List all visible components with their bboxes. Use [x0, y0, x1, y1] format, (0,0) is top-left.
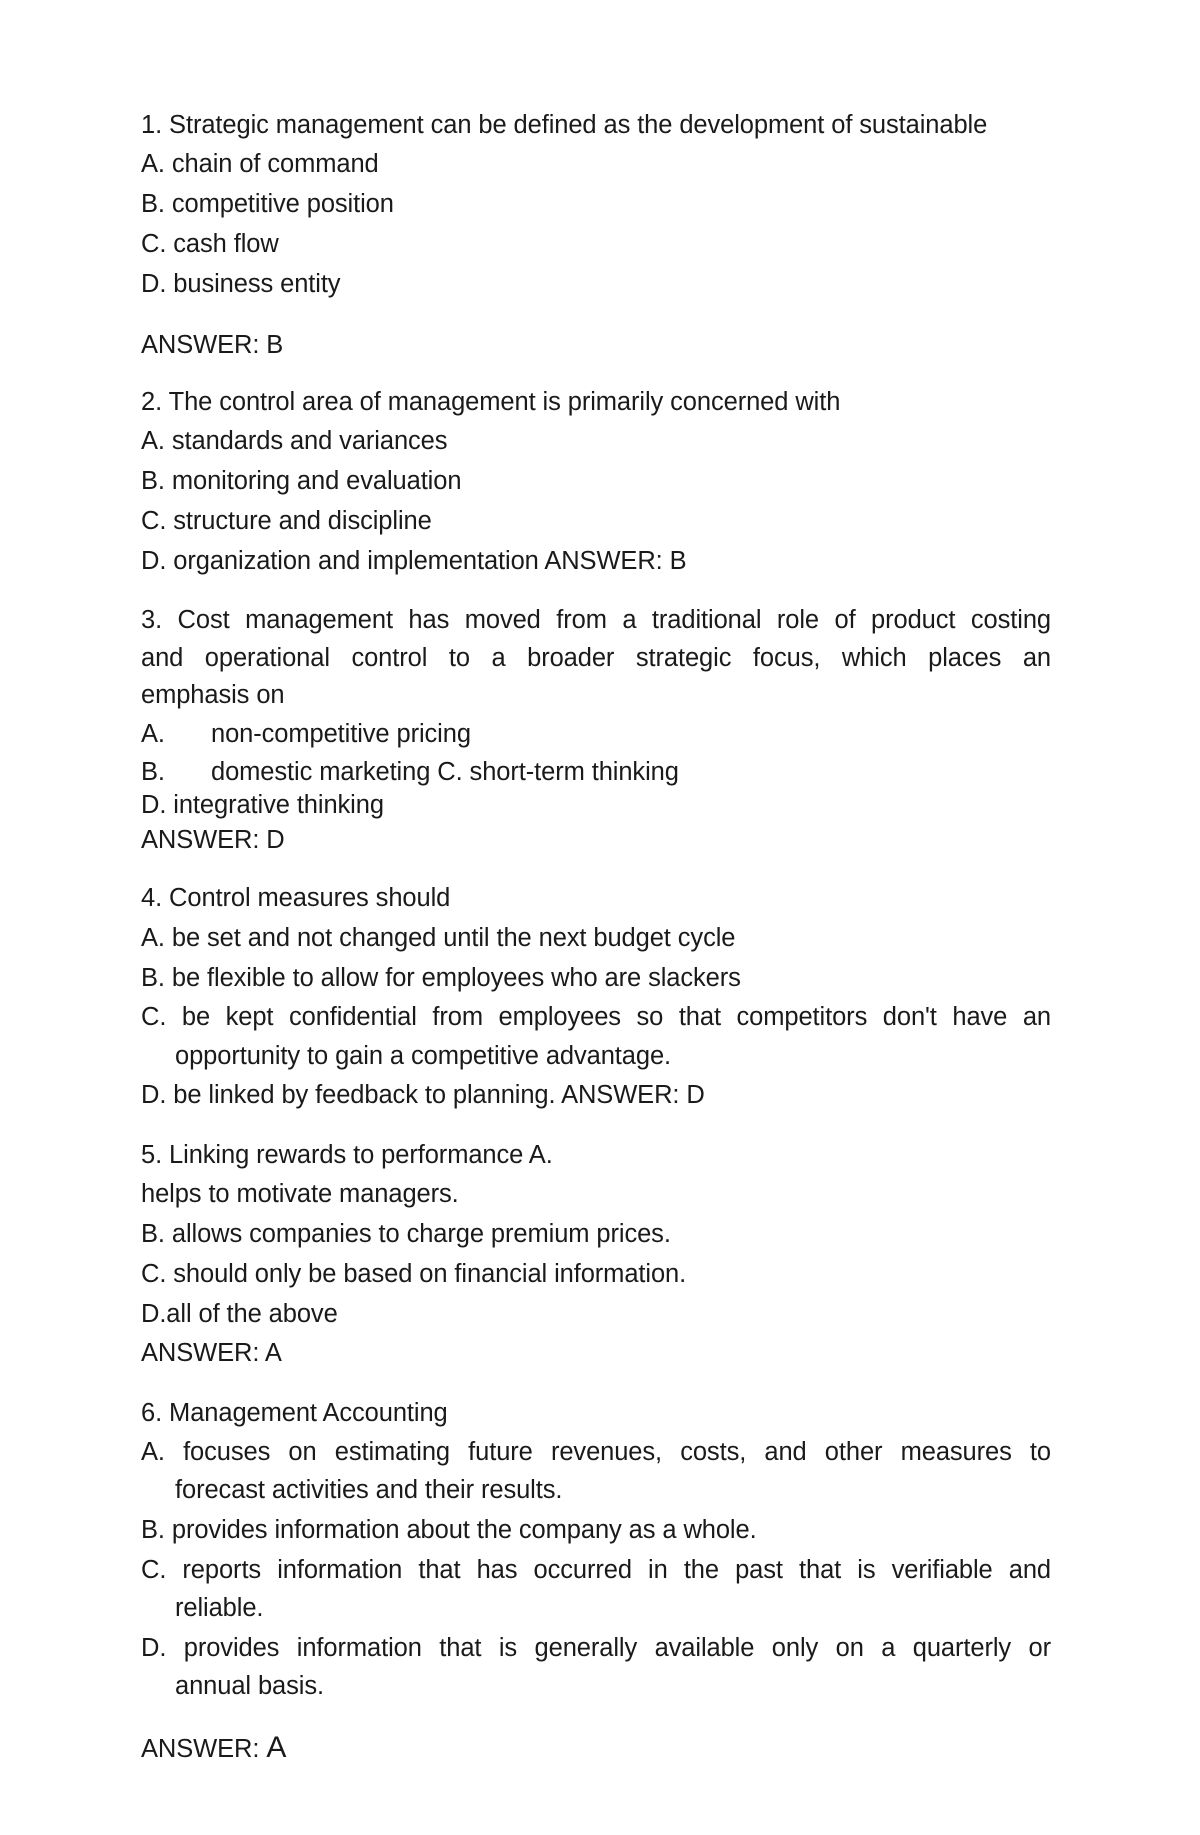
- question-5-option-b: B. allows companies to charge premium prices.: [141, 1220, 671, 1248]
- question-1-option-c: C. cash flow: [141, 230, 279, 258]
- question-3-option-a: [141, 719, 471, 749]
- question-6-option-d: D. provides information that is generally available only on a quarterly or: [141, 1634, 1051, 1662]
- question-5-option-d: D.all of the above: [141, 1300, 338, 1328]
- question-4-option-c: C. be kept confidential from employees so that competitors don't have an: [141, 1003, 1051, 1031]
- question-4-option-c-continued: opportunity to gain a competitive advantage.: [175, 1042, 672, 1070]
- question-6-answer-label: ANSWER:: [141, 1735, 260, 1763]
- question-4-stem: 4. Control measures should: [141, 884, 451, 912]
- question-3-option-b: [141, 757, 679, 787]
- question-2-option-a: A. standards and variances: [141, 427, 448, 455]
- question-1-option-a: A. chain of command: [141, 150, 379, 178]
- question-6-option-a-continued: forecast activities and their results.: [175, 1476, 563, 1504]
- question-5-option-a-text: helps to motivate managers.: [141, 1180, 459, 1208]
- question-1-option-d: D. business entity: [141, 270, 341, 298]
- question-1-option-b: B. competitive position: [141, 190, 394, 218]
- question-6-option-b: B. provides information about the company as a whole.: [141, 1516, 757, 1544]
- question-6-option-d-continued: annual basis.: [175, 1672, 324, 1700]
- question-4-option-a: A. be set and not changed until the next budget cycle: [141, 924, 736, 952]
- question-3-option-a-letter: A.: [141, 720, 165, 748]
- question-2-stem: 2. The control area of management is primarily concerned with: [141, 388, 841, 416]
- question-6-answer: [141, 1733, 286, 1764]
- question-1-answer: ANSWER: B: [141, 331, 284, 359]
- question-6-stem: 6. Management Accounting: [141, 1399, 448, 1427]
- question-2-option-c: C. structure and discipline: [141, 507, 432, 535]
- question-5-option-c: C. should only be based on financial information.: [141, 1260, 687, 1288]
- question-3-stem-line-1: 3. Cost management has moved from a traditional role of product costing: [141, 606, 1051, 634]
- question-4-option-d: D. be linked by feedback to planning. ANSWER: D: [141, 1081, 705, 1109]
- question-6-option-c: C. reports information that has occurred in the past that is verifiable and: [141, 1556, 1051, 1584]
- question-3-option-d: D. integrative thinking: [141, 791, 384, 819]
- question-6-option-c-continued: reliable.: [175, 1594, 264, 1622]
- question-3-option-b-text: domestic marketing C. short-term thinking: [211, 758, 679, 786]
- question-3-stem-line-3: emphasis on: [141, 681, 285, 709]
- question-5-stem: 5. Linking rewards to performance A.: [141, 1141, 553, 1169]
- question-6-option-a: A. focuses on estimating future revenues, costs, and other measures to: [141, 1438, 1051, 1466]
- question-2-option-b: B. monitoring and evaluation: [141, 467, 462, 495]
- question-3-option-b-letter: B.: [141, 758, 165, 786]
- question-5-answer: ANSWER: A: [141, 1339, 282, 1367]
- question-3-answer: ANSWER: D: [141, 826, 285, 854]
- question-3-option-a-text: non-competitive pricing: [211, 720, 471, 748]
- question-6-answer-letter: A: [266, 1731, 287, 1764]
- question-2-option-d: D. organization and implementation ANSWER: B: [141, 547, 687, 575]
- question-4-option-b: B. be flexible to allow for employees who are slackers: [141, 964, 741, 992]
- question-1-stem: 1. Strategic management can be defined as the development of sustainable: [141, 111, 988, 139]
- question-3-stem-line-2: and operational control to a broader strategic focus, which places an: [141, 644, 1051, 672]
